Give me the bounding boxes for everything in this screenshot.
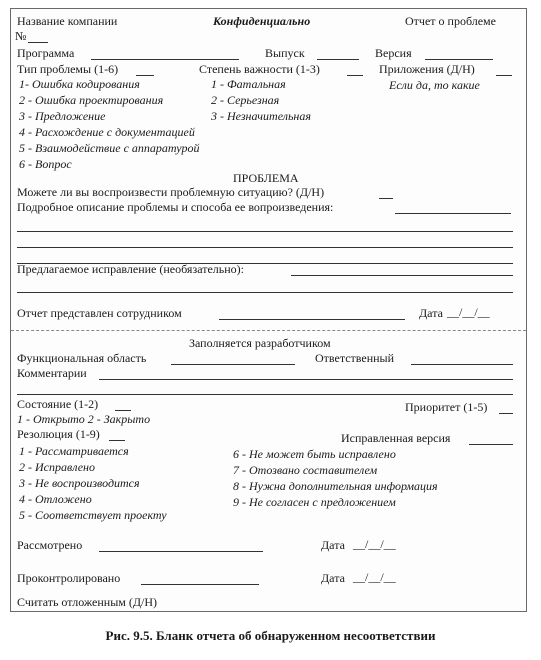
severity-field[interactable] [347,75,363,76]
description-field[interactable] [395,213,511,214]
description-line[interactable] [17,247,513,248]
reproduce-label: Можете ли вы воспроизвести проблемную ситуацию? (Д/Н) [17,185,325,199]
responsible-label: Ответственный [315,351,395,365]
fixed-version-field[interactable] [469,444,513,445]
company-name-label: Название компании [17,14,118,28]
attachments-label: Приложения (Д/Н) [379,62,475,76]
resolution-field[interactable] [109,440,125,441]
submitted-date-field[interactable]: __/__/__ [447,305,490,319]
checked-date-label: Дата [321,571,345,585]
section-divider [11,330,526,331]
resolution-option: 3 - Не воспроизводится [19,476,140,490]
resolution-option: 2 - Исправлено [19,460,96,474]
priority-label: Приоритет (1-5) [405,400,488,414]
checked-label: Проконтролировано [17,571,121,585]
reviewed-field[interactable] [99,551,263,552]
problem-type-option: 1- Ошибка кодирования [19,77,140,91]
submitted-by-field[interactable] [219,319,405,320]
program-label: Программа [17,46,75,60]
if-yes-label: Если да, то какие [389,78,480,92]
priority-field[interactable] [499,413,513,414]
functional-area-field[interactable] [171,364,295,365]
fixed-version-label: Исправленная версия [341,431,451,445]
description-label: Подробное описание проблемы и способа ее вопроизведения: [17,200,334,214]
severity-option: 2 - Серьезная [211,93,280,107]
problem-heading: ПРОБЛЕМА [233,171,299,185]
comments-line[interactable] [17,394,513,395]
resolution-option: 9 - Не согласен с предложением [233,495,396,509]
figure-caption: Рис. 9.5. Бланк отчета об обнаруженном несоответствии [105,628,436,643]
problem-type-option: 6 - Вопрос [19,157,72,171]
severity-label: Степень важности (1-3) [199,62,320,76]
release-field[interactable] [317,59,359,60]
resolution-option: 1 - Рассматривается [19,444,129,458]
responsible-field[interactable] [411,364,513,365]
fix-line[interactable] [17,292,513,293]
confidential-label: Конфиденциально [213,14,311,28]
resolution-option: 6 - Не может быть исправлено [233,447,396,461]
problem-report-form [10,8,527,612]
attachments-field[interactable] [496,75,512,76]
resolution-option: 7 - Отозвано составителем [233,463,378,477]
comments-label: Комментарии [17,366,87,380]
problem-type-option: 5 - Взаимодействие с аппаратурой [19,141,200,155]
reviewed-date-field[interactable]: __/__/__ [353,537,396,551]
problem-type-option: 4 - Расхождение с документацией [19,125,195,139]
release-label: Выпуск [265,46,305,60]
submitted-date-label: Дата [419,306,443,320]
problem-type-option: 2 - Ошибка проектирования [19,93,164,107]
resolution-option: 4 - Отложено [19,492,92,506]
resolution-option: 8 - Нужна дополнительная информация [233,479,438,493]
report-title: Отчет о проблеме [405,14,496,28]
fix-label: Предлагаемое исправление (необязательно): [17,262,244,276]
severity-option: 3 - Незначительная [211,109,311,123]
resolution-label: Резолюция (1-9) [17,427,100,441]
checked-field[interactable] [141,584,259,585]
problem-type-label: Тип проблемы (1-6) [17,62,119,76]
program-field[interactable] [91,59,239,60]
description-line[interactable] [17,231,513,232]
problem-type-field[interactable] [136,75,154,76]
submitted-by-label: Отчет представлен сотрудником [17,306,182,320]
version-field[interactable] [425,59,493,60]
reproduce-field[interactable] [379,198,393,199]
problem-type-option: 3 - Предложение [19,109,106,123]
state-field[interactable] [115,410,131,411]
deferred-label: Считать отложенным (Д/Н) [17,595,158,609]
resolution-option: 5 - Соответствует проекту [19,508,167,522]
checked-date-field[interactable]: __/__/__ [353,570,396,584]
number-label: № [15,29,27,43]
state-label: Состояние (1-2) [17,397,99,411]
reviewed-date-label: Дата [321,538,345,552]
number-field[interactable] [28,42,48,43]
severity-option: 1 - Фатальная [211,77,286,91]
version-label: Версия [375,46,412,60]
reviewed-label: Рассмотрено [17,538,83,552]
state-options: 1 - Открыто 2 - Закрыто [17,412,151,426]
comments-field[interactable] [99,379,513,380]
fix-field[interactable] [291,275,513,276]
developer-heading: Заполняется разработчиком [189,336,331,350]
functional-area-label: Функциональная область [17,351,147,365]
